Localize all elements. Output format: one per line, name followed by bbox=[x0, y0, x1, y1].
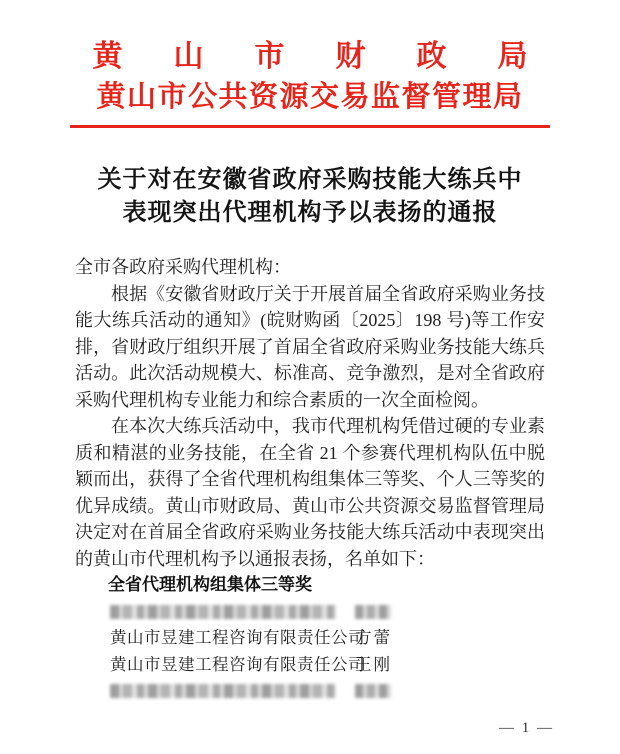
table-row bbox=[75, 652, 545, 679]
person-name: 方蕾 bbox=[355, 628, 392, 647]
page-number: — 1 — bbox=[499, 720, 554, 736]
document-title bbox=[0, 164, 620, 230]
salutation: 全市各政府采购代理机构： bbox=[75, 257, 291, 277]
redacted-company bbox=[110, 684, 336, 698]
person-name: 王刚 bbox=[355, 654, 392, 674]
document-body bbox=[75, 254, 545, 572]
redacted-person-name bbox=[355, 684, 391, 698]
paragraph-1: 根据《安徽省财政厅关于开展首届全省政府采购业务技能大练兵活动的通知》(皖财购函〔2025〕198 号)等工作安排，省财政厅组织开展了首届全省政府采购业务技能大练兵活动。此次活动规模大、标准高、竞争激烈，是对全省政府采购代理机构专业能力和综合素质的一次全面检阅。 bbox=[75, 283, 545, 410]
table-row bbox=[75, 625, 545, 652]
paragraph-2: 在本次大练兵活动中，我市代理机构凭借过硬的专业素质和精湛的业务技能，在全省 21 个参赛代理机构队伍中脱颖而出，获得了全省代理机构组集体三等奖、个人三等奖的优异成绩。黄山市财政局、黄山市公共资源交易监督管理局决定对在首届全省政府采购业务技能大练兵活动中表现突出的黄山市代理机构予以通报表扬，名单如下： bbox=[75, 416, 545, 569]
company-name: 黄山市昱建工程咨询有限责任公司 bbox=[110, 628, 365, 647]
letterhead-line1 bbox=[0, 38, 620, 76]
letterhead-line2: 黄山市公共资源交易监督管理局 bbox=[96, 81, 524, 113]
company-name: 黄山市昱建工程咨询有限责任公司 bbox=[110, 654, 365, 674]
red-divider-rule bbox=[70, 125, 550, 128]
award-heading: 全省代理机构组集体三等奖 bbox=[108, 575, 312, 594]
table-row bbox=[75, 599, 545, 626]
letterhead bbox=[0, 0, 620, 116]
document-title-line2: 表现突出代理机构予以表扬的通报 bbox=[122, 200, 498, 226]
document-title-line1: 关于对在安徽省政府采购技能大练兵中 bbox=[97, 167, 523, 193]
award-list bbox=[75, 572, 545, 705]
redacted-person-name bbox=[355, 605, 391, 619]
redacted-company bbox=[110, 605, 336, 619]
letterhead-line1-text: 黄山市财政局 bbox=[92, 40, 579, 73]
table-row bbox=[75, 678, 545, 705]
